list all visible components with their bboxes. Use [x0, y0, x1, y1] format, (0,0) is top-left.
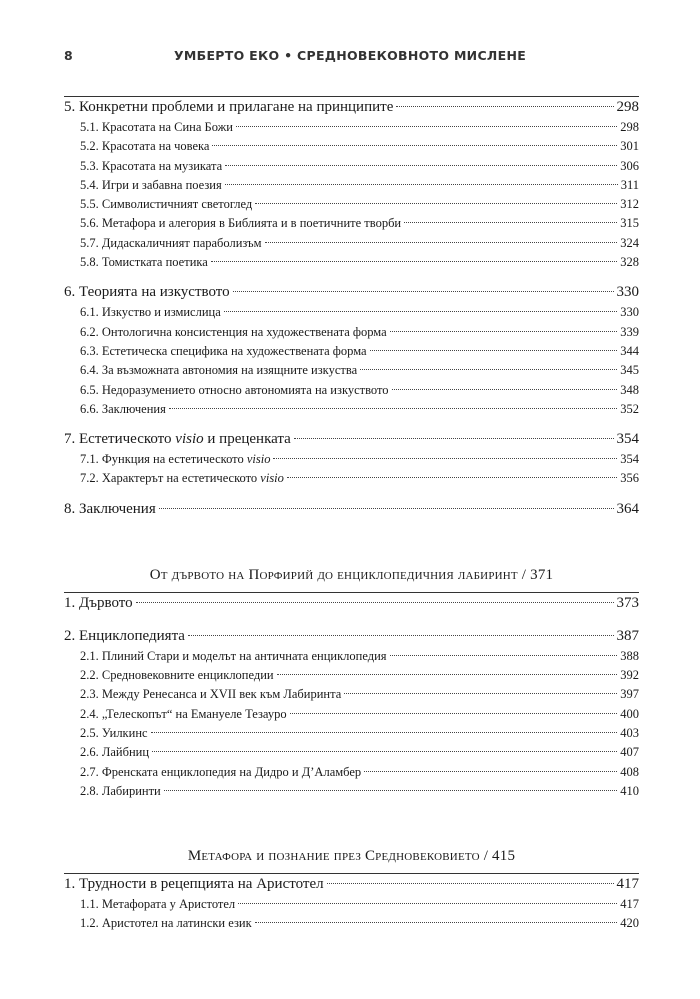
toc-subentry: 2.4. „Телескопът“ на Емануеле Тезауро 400 [80, 706, 639, 721]
toc-subentry: 5.2. Красотата на човека 301 [80, 139, 639, 154]
toc-subentry: 7.1. Функция на естетическото visio 354 [80, 452, 639, 467]
toc-subentry: 1.1. Метафората у Аристотел 417 [80, 897, 639, 912]
table-of-contents [64, 92, 639, 936]
toc-chapter: 1. Дървото 373 [64, 594, 639, 611]
running-header [64, 42, 636, 66]
toc-chapter: 6. Теорията на изкуството 330 [64, 284, 639, 301]
toc-subentry: 5.4. Игри и забавна поезия 311 [80, 177, 639, 192]
toc-subentry: 2.2. Средновековните енциклопедии 392 [80, 668, 639, 683]
toc-subentry: 6.1. Изкуство и измислица 330 [80, 305, 639, 320]
toc-subentry: 6.2. Онтологична консистенция на художествената форма 339 [80, 324, 639, 339]
toc-subentry: 1.2. Аристотел на латински език 420 [80, 916, 639, 931]
toc-chapter: 7. Естетическото visio и преценката 354 [64, 431, 639, 448]
toc-subentry: 5.5. Символистичният светоглед 312 [80, 197, 639, 212]
section-divider [64, 873, 639, 874]
running-title: УМБЕРТО ЕКО • СРЕДНОВЕКОВНОТО МИСЛЕНЕ [173, 48, 527, 63]
toc-subentry: 2.7. Френската енциклопедия на Дидро и Д’Аламбер 408 [80, 764, 639, 779]
page-number: 8 [64, 48, 73, 63]
section-divider [64, 592, 639, 593]
part-heading: Метафора и познание през Средновековието / 415 [187, 848, 516, 865]
toc-subentry: 6.3. Естетическа специфика на художествената форма 344 [80, 343, 639, 358]
toc-subentry: 5.1. Красотата на Сина Божи 298 [80, 120, 639, 134]
toc-subentry: 5.7. Дидаскаличният параболизъм 324 [80, 235, 639, 250]
toc-subentry: 7.2. Характерът на естетическото visio 356 [80, 471, 639, 486]
toc-subentry: 2.8. Лабиринти 410 [80, 783, 639, 798]
toc-subentry: 6.5. Недоразумението относно автономията на изкуството 348 [80, 382, 639, 397]
section-divider [64, 96, 639, 97]
toc-subentry: 6.4. За възможната автономия на изящните изкуства 345 [80, 363, 639, 378]
toc-subentry: 2.5. Уилкинс 403 [80, 725, 639, 740]
toc-subentry: 5.3. Красотата на музиката 306 [80, 158, 639, 173]
toc-subentry: 2.6. Лайбниц 407 [80, 745, 639, 760]
toc-subentry: 2.1. Плиний Стари и моделът на античната енциклопедия 388 [80, 648, 639, 663]
toc-chapter: 1. Трудности в рецепцията на Аристотел 417 [64, 876, 639, 893]
toc-chapter: 5. Конкретни проблеми и прилагане на принципите 298 [64, 99, 639, 115]
toc-subentry: 5.8. Томистката поетика 328 [80, 255, 639, 270]
toc-subentry: 5.6. Метафора и алегория в Библията и в поетичните творби 315 [80, 216, 639, 231]
toc-chapter: 8. Заключения 364 [64, 500, 639, 517]
toc-subentry: 6.6. Заключения 352 [80, 401, 639, 416]
toc-chapter: 2. Енциклопедията 387 [64, 627, 639, 644]
part-heading: От дървото на Порфирий до енциклопедичния лабиринт / 371 [149, 566, 554, 583]
toc-subentry: 2.3. Между Ренесанса и XVII век към Лабиринта 397 [80, 687, 639, 702]
